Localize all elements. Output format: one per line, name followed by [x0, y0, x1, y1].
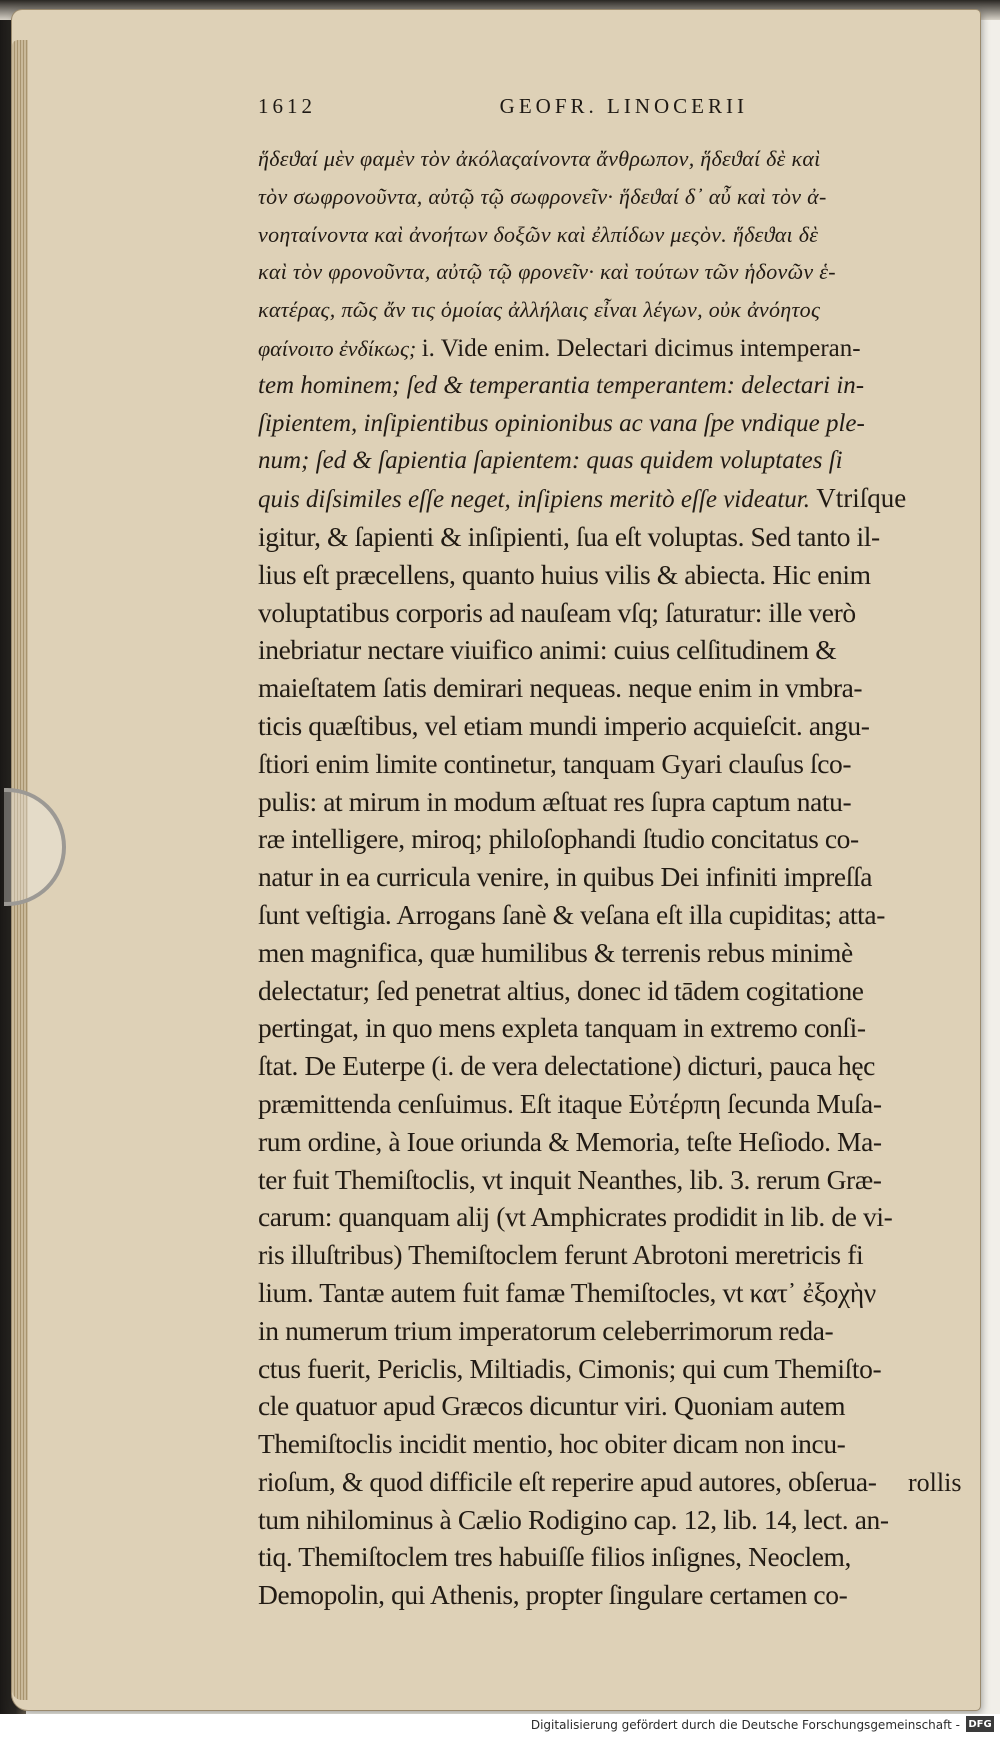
- text-line: καὶ τὸν φρονοῦντα, αὐτῷ τῷ φρονεῖν· καὶ τούτων τῶν ἡδονῶν ἑ-: [258, 259, 836, 285]
- text-line: pertingat, in quo mens expleta tanquam in extremo conſi-: [258, 1012, 866, 1044]
- text-line: ſipientem, inſipientibus opinionibus ac vana ſpe vndique ple-: [258, 409, 865, 437]
- text-line: num; ſed & ſapientia ſapientem: quas quidem voluptates ſi: [258, 447, 843, 475]
- page-number: 1612: [258, 94, 316, 118]
- text-line: [258, 329, 963, 367]
- text-line: ἥδεϑαί μὲν φαμὲν τὸν ἀκόλαςαίνοντα ἄνθρωπον, ἥδεϑαί δὲ καὶ: [258, 146, 821, 171]
- footer-credit: Digitalisierung gefördert durch die Deutsche Forschungsgemeinschaft -: [530, 1718, 960, 1732]
- text-line: delectatur; ſed penetrat altius, donec id tādem cogitatione: [258, 974, 864, 1006]
- text-line: tiq. Themiſtoclem tres habuiſſe filios inſignes, Neoclem,: [258, 1541, 852, 1573]
- text-line: voluptatibus corporis ad nauſeam vſq; ſaturatur: ille verò: [258, 596, 856, 628]
- text-line: rum ordine, à Ioue oriunda & Memoria, teſte Heſiodo. Ma-: [258, 1125, 882, 1157]
- running-title: GEOFR. LINOCERII: [499, 94, 748, 118]
- italic-text: quis diſsimiles eſſe neget, inſipiens meritò eſſe videatur.: [258, 486, 817, 514]
- text-line: tem hominem; ſed & temperantia temperantem: delectari in-: [258, 371, 865, 399]
- text-line: κατέρας, πῶς ἄν τις ὁμοίας ἀλλήλαις εἶναι λέγων, οὐκ ἀνόητος: [258, 297, 821, 323]
- text-line: natur in ea curricula venire, in quibus Dei infiniti impreſſa: [258, 861, 873, 893]
- text-line: Demopolin, qui Athenis, propter ſingulare certamen co-: [258, 1579, 848, 1611]
- roman-text: Vtriſque: [816, 483, 907, 514]
- text-line: ræ intelligere, miroq; philoſophandi ſtudio concitatus co-: [258, 823, 859, 855]
- text-body: [258, 140, 963, 1614]
- text-line: τὸν σωφρονοῦντα, αὐτῷ τῷ σωφρονεῖν· ἥδεϑαί δ᾽ αὖ καὶ τὸν ἀ-: [258, 183, 827, 209]
- text-line: ris illuſtribus) Themiſtoclem ferunt Abrotoni meretricis fi: [258, 1239, 864, 1271]
- dfg-logo: DFG: [966, 1716, 994, 1732]
- text-line: νοηταίνοντα καὶ ἀνοήτων δοξῶν καὶ ἐλπίδων μεςὸν. ἥδεϑαι δὲ: [258, 221, 819, 247]
- greek-text: φαίνοιτο ἐνδίκως;: [258, 335, 422, 361]
- text-line: lium. Tantæ autem fuit famæ Themiſtocles, vt κατ᾽ ἐξοχὴν: [258, 1276, 876, 1308]
- text-line: inebriatur nectare viuifico animi: cuius celſitudinem &: [258, 634, 837, 666]
- text-line: cle quatuor apud Græcos dicuntur viri. Quoniam autem: [258, 1390, 846, 1422]
- text-line: ticis quæſtibus, vel etiam mundi imperio acquieſcit. angu-: [258, 709, 870, 741]
- text-line: ſtat. De Euterpe (i. de vera delectatione) dicturi, pauca hęc: [258, 1050, 875, 1082]
- text-line: maieſtatem ſatis demirari nequeas. neque enim in vmbra-: [258, 672, 863, 704]
- text-line: ſunt veſtigia. Arrogans ſanè & veſana eſt illa cupiditas; atta-: [258, 898, 885, 930]
- text-line: præmittenda cenſuimus. Eſt itaque Εὐτέρπη ſecunda Muſa-: [258, 1087, 882, 1119]
- text-line: igitur, & ſapienti & inſipienti, ſua eſt voluptas. Sed tanto il-: [258, 520, 880, 552]
- text-line: carum: quanquam alij (vt Amphicrates prodidit in lib. de vi-: [258, 1201, 893, 1233]
- text-line: pulis: at mirum in modum æſtuat res ſupra captum natu-: [258, 785, 852, 817]
- text-line: Themiſtoclis incidit mentio, hoc obiter dicam non incu-: [258, 1428, 846, 1460]
- latin-text: i. Vide enim. Delectari dicimus intemperan-: [421, 334, 861, 362]
- text-line: ſtiori enim limite continetur, tanquam Gyari clauſus ſco-: [258, 747, 852, 779]
- text-line: ctus fuerit, Periclis, Miltiadis, Cimonis; qui cum Themiſto-: [258, 1352, 882, 1384]
- text-line: men magnifica, quæ humilibus & terrenis rebus minimè: [258, 936, 853, 968]
- text-line: in numerum trium imperatorum celeberrimorum reda-: [258, 1314, 834, 1346]
- text-line: rioſum, & quod difficile eſt reperire apud autores, obſerua-: [258, 1465, 877, 1497]
- text-line: tum nihilominus à Cælio Rodigino cap. 12, lib. 14, lect. an-: [258, 1503, 889, 1535]
- text-line: [258, 480, 963, 518]
- running-head: [258, 94, 748, 119]
- text-line: lius eſt præcellens, quanto huius vilis & abiecta. Hic enim: [258, 558, 871, 590]
- catchword: rollis: [908, 1468, 962, 1497]
- text-line: ter fuit Themiſtoclis, vt inquit Neanthes, lib. 3. rerum Græ-: [258, 1163, 882, 1195]
